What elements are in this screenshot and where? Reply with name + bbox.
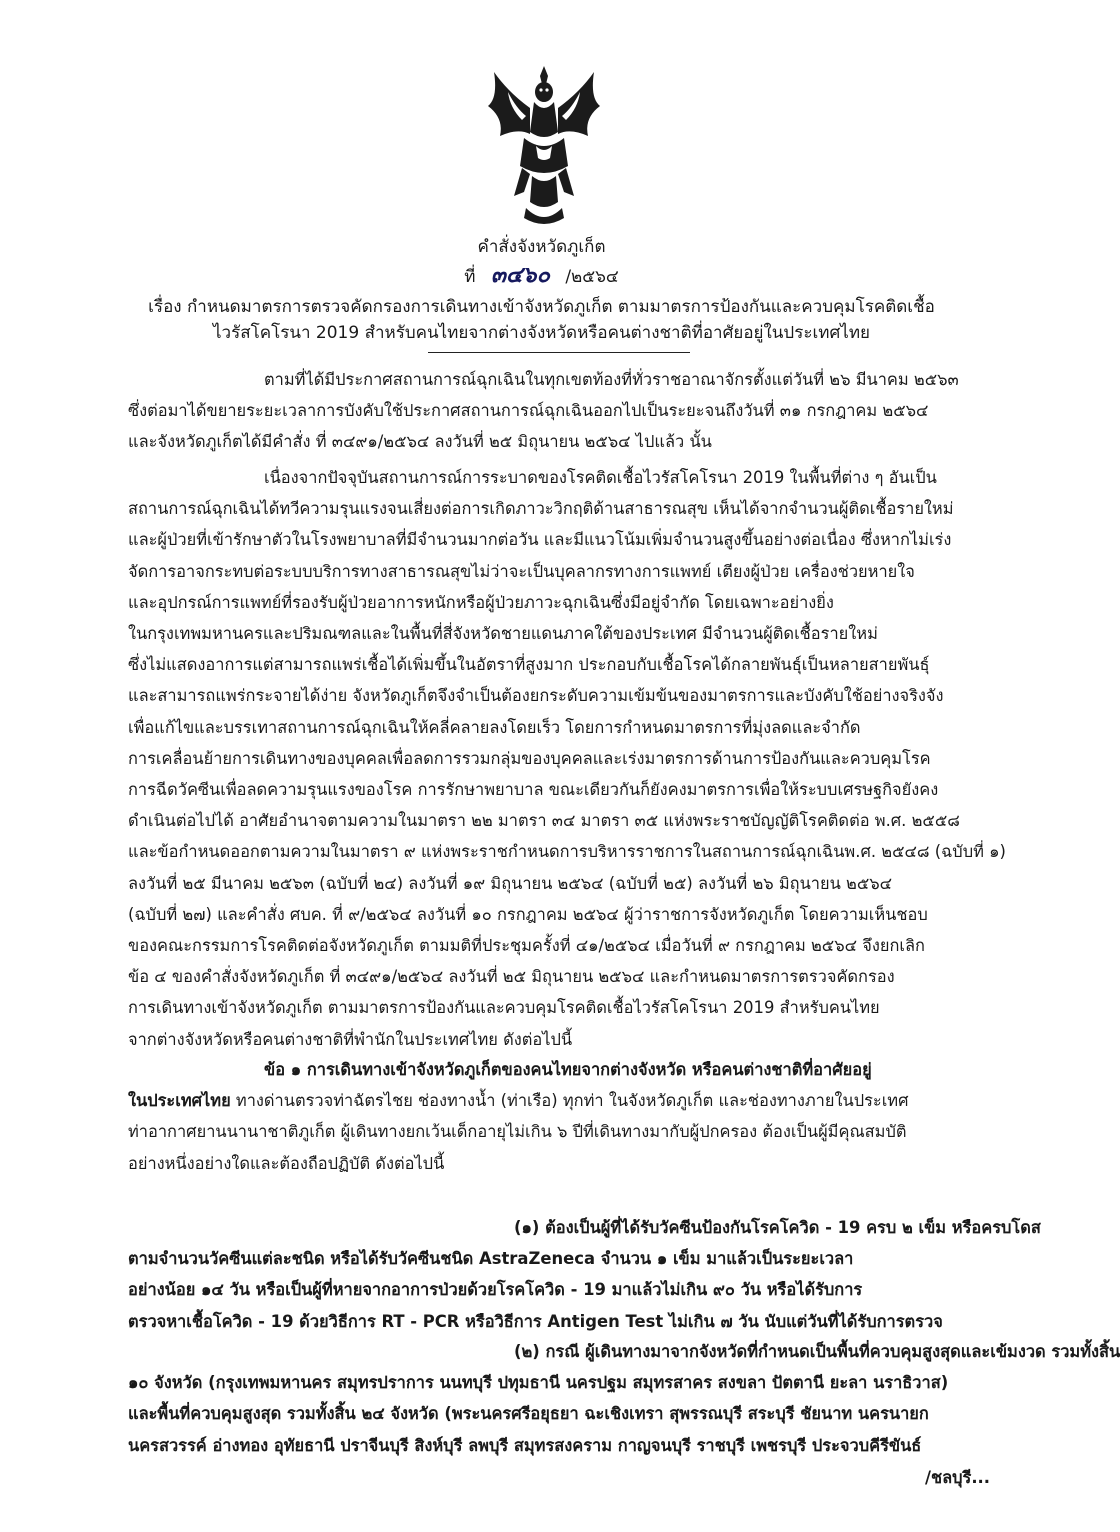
text-line: ท่าอากาศยานนานาชาติภูเก็ต ผู้เดินทางยกเว้นเด็กอายุไม่เกิน ๖ ปีที่เดินทางมากับผู้ปกครอง ต้องเป็นผู้มีคุณสมบัติ — [128, 1122, 907, 1142]
subject-line-1: เรื่อง กำหนดมาตรการตรวจคัดกรองการเดินทางเข้าจังหวัดภูเก็ต ตามมาตรการป้องกันและควบคุมโรคติดเชื้อ — [148, 297, 935, 317]
page-continuation: /ชลบุรี... — [924, 1468, 990, 1487]
text-line: และข้อกำหนดออกตามความในมาตรา ๙ แห่งพระราชกำหนดการบริหารราชการในสถานการณ์ฉุกเฉินพ.ศ. ๒๕๔๘ (ฉบับที่ ๑) — [128, 842, 1006, 862]
text-line: (๒) กรณี ผู้เดินทางมาจากจังหวัดที่กำหนดเป็นพื้นที่ควบคุมสูงสุดและเข้มงวด รวมทั้งสิ้น — [514, 1342, 1120, 1361]
paragraph-2 — [128, 462, 1006, 1055]
text-line: การเดินทางเข้าจังหวัดภูเก็ต ตามมาตรการป้องกันและควบคุมโรคติดเชื้อไวรัสโคโรนา 2019 สำหรับคนไทย — [128, 998, 880, 1018]
paragraph-1 — [128, 364, 990, 458]
text-line: สถานการณ์ฉุกเฉินได้ทวีความรุนแรงจนเสี่ยงต่อการเกิดภาวะวิกฤติด้านสาธารณสุข เห็นได้จากจำนวนผู้ติดเชื้อรายใหม่ — [128, 499, 954, 519]
item-2 — [128, 1336, 1120, 1461]
text-line: และอุปกรณ์การแพทย์ที่รองรับผู้ป่วยอาการหนักหรือผู้ป่วยภาวะฉุกเฉินซึ่งมีอยู่จำกัด โดยเฉพาะอย่างยิ่ง — [128, 592, 834, 612]
text-line: ตรวจหาเชื้อโควิด - 19 ด้วยวิธีการ RT - PCR หรือวิธีการ Antigen Test ไม่เกิน ๗ วัน นับแต่วันที่ได้รับการตรวจ — [128, 1311, 943, 1331]
text-line: และสามารถแพร่กระจายได้ง่าย จังหวัดภูเก็ตจึงจำเป็นต้องยกระดับความเข้มข้นของมาตรการและบังคับใช้อย่างจริงจัง — [128, 686, 944, 706]
text-line: และพื้นที่ควบคุมสูงสุด รวมทั้งสิ้น ๒๔ จังหวัด (พระนครศรีอยุธยา ฉะเชิงเทรา สุพรรณบุรี สระบุรี ชัยนาท นครนายก — [128, 1404, 929, 1424]
header-divider — [428, 352, 690, 353]
text-line: ๑๐ จังหวัด (กรุงเทพมหานคร สมุทรปราการ นนทบุรี ปทุมธานี นครปฐม สมุทรสาคร สงขลา ปัตตานี ยะลา นราธิวาส) — [128, 1373, 949, 1393]
item-1 — [128, 1212, 1041, 1337]
clause-1-bold-term: ในประเทศไทย — [128, 1091, 231, 1111]
text-line: (ฉบับที่ ๒๗) และคำสั่ง ศบค. ที่ ๙/๒๕๖๔ ลงวันที่ ๑๐ กรกฎาคม ๒๕๖๔ ผู้ว่าราชการจังหวัดภูเก็ต โดยความเห็นชอบ — [128, 904, 928, 924]
order-number-handwritten: ๓๔๖๐ — [490, 262, 550, 288]
text-line: นครสวรรค์ อ่างทอง อุทัยธานี ปราจีนบุรี สิงห์บุรี ลพบุรี สมุทรสงคราม กาญจนบุรี ราชบุรี เพชรบุรี ประจวบคีรีขันธ์ — [128, 1435, 922, 1455]
order-title: คำสั่งจังหวัดภูเก็ต — [477, 237, 606, 257]
text-line: อย่างน้อย ๑๔ วัน หรือเป็นผู้ที่หายจากอาการป่วยด้วยโรคโควิด - 19 มาแล้วไม่เกิน ๙๐ วัน หรือได้รับการ — [128, 1280, 863, 1300]
text-line: จากต่างจังหวัดหรือคนต่างชาติที่พำนักในประเทศไทย ดังต่อไปนี้ — [128, 1029, 573, 1049]
order-number-prefix: ที่ — [464, 267, 476, 287]
order-number-year: /๒๕๖๔ — [565, 267, 619, 287]
text-line: การเคลื่อนย้ายการเดินทางของบุคคลเพื่อลดการรวมกลุ่มของบุคคลและเร่งมาตรการด้านการป้องกันและควบคุมโรค — [128, 748, 931, 768]
text-line: ของคณะกรรมการโรคติดต่อจังหวัดภูเก็ต ตามมติที่ประชุมครั้งที่ ๔๑/๒๕๖๔ เมื่อวันที่ ๙ กรกฎาคม ๒๕๖๔ จึงยกเลิก — [128, 936, 925, 956]
text-line: ซึ่งไม่แสดงอาการแต่สามารถแพร่เชื้อได้เพิ่มขึ้นในอัตราที่สูงมาก ประกอบกับเชื้อโรคได้กลายพันธุ์เป็นหลายสายพันธุ์ — [128, 655, 930, 675]
text-line — [128, 1085, 990, 1116]
text-line: ซึ่งต่อมาได้ขยายระยะเวลาการบังคับใช้ประกาศสถานการณ์ฉุกเฉินออกไปเป็นระยะจนถึงวันที่ ๓๑ กรกฎาคม ๒๕๖๔ — [128, 401, 929, 421]
text-line: ดำเนินต่อไปได้ อาศัยอำนาจตามความในมาตรา ๒๒ มาตรา ๓๔ มาตรา ๓๕ แห่งพระราชบัญญัติโรคติดต่อ พ.ศ. ๒๕๕๘ — [128, 811, 960, 831]
text-line: (๑) ต้องเป็นผู้ที่ได้รับวัคซีนป้องกันโรคโควิด - 19 ครบ ๒ เข็ม หรือครบโดส — [514, 1218, 1041, 1237]
text-line: จัดการอาจกระทบต่อระบบบริการทางสาธารณสุขไม่ว่าจะเป็นบุคลากรทางการแพทย์ เตียงผู้ป่วย เครื่องช่วยหายใจ — [128, 561, 915, 581]
text-line: ตามที่ได้มีประกาศสถานการณ์ฉุกเฉินในทุกเขตท้องที่ทั่วราชอาณาจักรตั้งแต่วันที่ ๒๖ มีนาคม ๒๕๖๓ — [264, 370, 959, 389]
text-line: เพื่อแก้ไขและบรรเทาสถานการณ์ฉุกเฉินให้คลี่คลายลงโดยเร็ว โดยการกำหนดมาตรการที่มุ่งลดและจำกัด — [128, 717, 861, 737]
text-line: เนื่องจากปัจจุบันสถานการณ์การระบาดของโรคติดเชื้อไวรัสโคโรนา 2019 ในพื้นที่ต่าง ๆ อันเป็น — [264, 468, 937, 487]
garuda-emblem-icon — [478, 62, 610, 228]
text-line: และจังหวัดภูเก็ตได้มีคำสั่ง ที่ ๓๔๙๑/๒๕๖๔ ลงวันที่ ๒๕ มิถุนายน ๒๕๖๔ ไปแล้ว นั้น — [128, 432, 712, 452]
clause-1-text: ทางด่านตรวจท่าฉัตรไชย ช่องทางน้ำ (ท่าเรือ) ทุกท่า ในจังหวัดภูเก็ต และช่องทางภายในประเทศ — [230, 1091, 909, 1111]
order-number — [0, 262, 1083, 290]
text-line: ข้อ ๔ ของคำสั่งจังหวัดภูเก็ต ที่ ๓๔๙๑/๒๕๖๔ ลงวันที่ ๒๕ มิถุนายน ๒๕๖๔ และกำหนดมาตรการตรวจคัดกรอง — [128, 967, 895, 987]
text-line: และผู้ป่วยที่เข้ารักษาตัวในโรงพยาบาลที่มีจำนวนมากต่อวัน และมีแนวโน้มเพิ่มจำนวนสูงขึ้นอย่างต่อเนื่อง ซึ่งหากไม่เร่ง — [128, 530, 952, 550]
text-line: ในกรุงเทพมหานครและปริมณฑลและในพื้นที่สี่จังหวัดชายแดนภาคใต้ของประเทศ มีจำนวนผู้ติดเชื้อรายใหม่ — [128, 624, 878, 644]
text-line: ตามจำนวนวัคซีนแต่ละชนิด หรือได้รับวัคซีนชนิด AstraZeneca จำนวน ๑ เข็ม มาแล้วเป็นระยะเวลา — [128, 1249, 854, 1269]
clause-1-heading: ข้อ ๑ การเดินทางเข้าจังหวัดภูเก็ตของคนไทยจากต่างจังหวัด หรือคนต่างชาติที่อาศัยอยู่ — [264, 1060, 872, 1079]
text-line: อย่างหนึ่งอย่างใดและต้องถือปฏิบัติ ดังต่อไปนี้ — [128, 1153, 445, 1173]
clause-1 — [128, 1054, 990, 1179]
text-line: ลงวันที่ ๒๕ มีนาคม ๒๕๖๓ (ฉบับที่ ๒๔) ลงวันที่ ๑๙ มิถุนายน ๒๕๖๔ (ฉบับที่ ๒๕) ลงวันที่ ๒๖ มิถุนายน ๒๕๖๔ — [128, 873, 893, 893]
subject-line-2: ไวรัสโคโรนา 2019 สำหรับคนไทยจากต่างจังหวัดหรือคนต่างชาติที่อาศัยอยู่ในประเทศไทย — [212, 323, 871, 343]
text-line: การฉีดวัคซีนเพื่อลดความรุนแรงของโรค การรักษาพยาบาล ขณะเดียวกันก็ยังคงมาตรการเพื่อให้ระบบเศรษฐกิจยังคง — [128, 780, 939, 800]
